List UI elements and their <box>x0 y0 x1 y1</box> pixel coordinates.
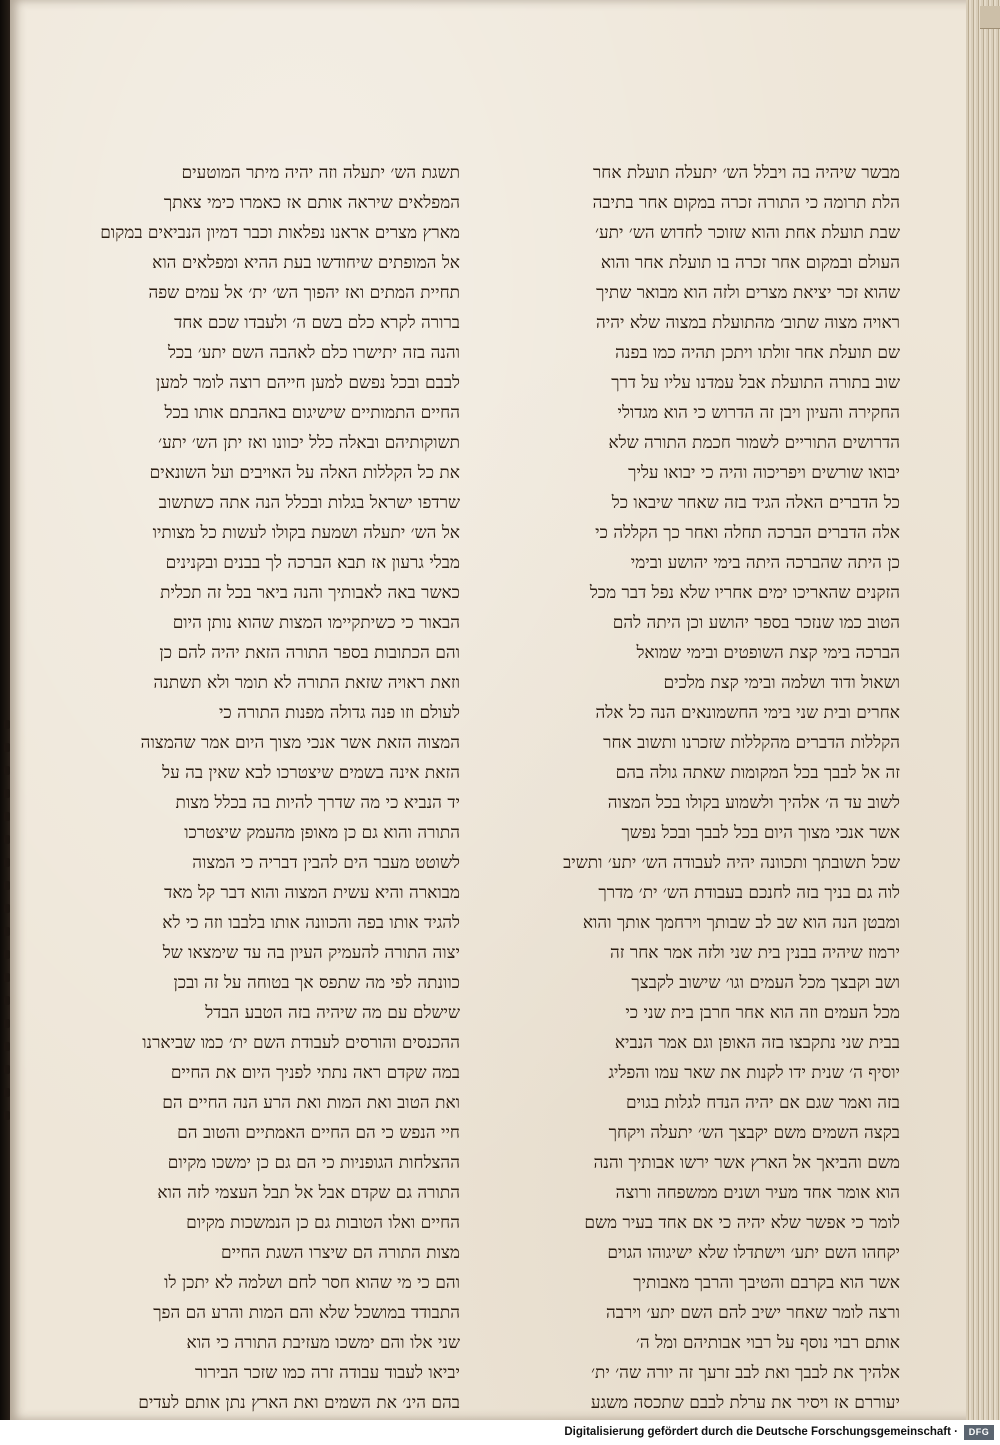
text-line: ואת הטוב ואת המות ואת הרע הנה החיים הם <box>162 1093 460 1113</box>
text-line: והם כי מי שהוא חסר לחם ושלמה לא יתכן לו <box>164 1273 460 1293</box>
text-line: תשגת הש׳ יתעלה וזה יהיה מיתר המוטעים <box>181 163 460 183</box>
text-line: ומבטן הנה הוא שב לב שבותך וירחמך אותך והוא <box>582 913 900 933</box>
manuscript-page <box>10 0 978 1420</box>
text-line: הטוב כמו שנזכר בספר יהושע וכן היתה להם <box>612 613 900 633</box>
text-line: העולם ובמקום אחר זכרה בו תועלת אחר והוא <box>600 253 900 273</box>
text-line: זה אל לבבך בכל המקומות שאתה גולה בהם <box>615 763 900 783</box>
text-line: הלת תרומה כי התורה זכרה במקום אחר בתיבה <box>592 193 900 213</box>
text-line: ירמוז שיהיה בבנין בית שני ולזה אמר אחר זה <box>609 943 900 963</box>
text-line: יצוה התורה להעמיק העיון בה עד שימצאו של <box>162 943 460 963</box>
gutter-marks <box>0 720 14 1420</box>
page-edges <box>966 0 1000 1420</box>
text-line: מבשר שיהיה בה ויבלל הש׳ יתעלה תועלת אחר <box>592 163 900 183</box>
text-line: לומר כי אפשר שלא יהיה כי אם אחד בעיר משם <box>584 1213 900 1233</box>
right-text-column <box>480 158 900 1413</box>
text-line: ההצלחות הגופניות כי הם גם כן ימשכו מקיום <box>167 1153 460 1173</box>
text-line: הברכה בימי קצת השופטים ובימי שמואל <box>636 643 900 663</box>
text-line: כוונתה לפי מה שתפס אך בטוחה על זה ובכן <box>173 973 460 993</box>
text-line: כל הדברים האלה הגיד בזה שאחר שיבאו כל <box>611 493 900 513</box>
text-line: יעוררם אז ויסיר את ערלת לבבם שתכסה משגע <box>590 1393 900 1413</box>
text-line: המפלאים שיראה אותם אז כאמרו כימי צאתך <box>163 193 460 213</box>
digitization-credit: Digitalisierung gefördert durch die Deutsche Forschungsgemeinschaft · <box>564 1426 958 1438</box>
text-line: אלה הדברים הברכה תחלה ואחר כך הקללה כי <box>595 523 900 543</box>
text-line: אותם רבוי נוסף על רבוי אבותיהם ומל ה׳ <box>635 1333 900 1353</box>
page-edge-tab <box>980 6 1000 29</box>
text-line: והם הכתובות בספר התורה הזאת יהיה להם כן <box>159 643 460 663</box>
text-line: חיי הנפש כי הם החיים האמתיים והטוב הם <box>177 1123 460 1143</box>
text-line: לבבם ובכל נפשם למען חייהם רוצה לומר למען <box>155 373 460 393</box>
text-line: בבית שני נתקבצו בזה האופן וגם אמר הנביא <box>614 1033 900 1053</box>
text-line: מארץ מצרים אראנו נפלאות וכבר דמיון הנביאים במקום <box>100 223 460 243</box>
text-line: החקירה והעיון ויבן זה הדרוש כי הוא מגדולי <box>617 403 900 423</box>
text-line: יבואו שורשים ויפריכוה והיה כי יבואו עליך <box>628 463 900 483</box>
text-line: מצות התורה הם שיצרו השגת החיים <box>221 1243 460 1263</box>
text-line: כן היתה שהברכה היתה בימי יהושע ובימי <box>630 553 900 573</box>
text-line: כאשר באה לאבותיך והנה ביאר בכל זה תכלית <box>160 583 460 603</box>
text-line: תחיית המתים ואז יהפוך הש׳ ית׳ אל עמים שפה <box>148 283 460 303</box>
dfg-logo: DFG <box>964 1425 994 1440</box>
text-line: מבוארה והיא עשית המצוה והוא דבר קל מאד <box>164 883 460 903</box>
text-line: הקללות הדברים מהקללות שזכרנו ותשוב אחר <box>603 733 900 753</box>
footer-bar <box>0 1420 1000 1445</box>
text-line: הזאת אינה בשמים שיצטרכו לבא שאין בה על <box>162 763 460 783</box>
text-line: אל המופתים שיחודשו בעת ההיא ומפלאים הוא <box>152 253 460 273</box>
text-line: מבלי גרעון אז תבא הברכה לך בבנים ובקנינים <box>165 553 460 573</box>
text-line: ראויה מצוה שתוב׳ מהתועלת במצוה שלא יהיה <box>595 313 900 333</box>
text-line: ושאול ודוד ושלמה ובימי קצת מלכים <box>663 673 900 693</box>
text-line: במה שקדם ראה נתתי לפניך היום את החיים <box>170 1063 460 1083</box>
text-line: והנה בזה יתישרו כלם לאהבה השם יתע׳ בכל <box>167 343 460 363</box>
text-line: אחרים ובית שני בימי החשמונאים הנה כל אלה <box>595 703 900 723</box>
text-line: תשוקותיהם ובאלה כלל יכוונו ואז יתן הש׳ יתע׳ <box>158 433 460 453</box>
text-line: אשר אנכי מצוך היום בכל לבבך ובכל נפשך <box>621 823 900 843</box>
text-line: הזקנים שהאריכו ימים אחריו שלא נפל דבר מכל <box>589 583 900 603</box>
text-line: התורה והוא גם כן מאופן מהעמק שיצטרכו <box>184 823 460 843</box>
text-line: החיים התמותיים שישיגום באהבתם אותו בכל <box>164 403 460 423</box>
text-line: ברורה לקרא כלם בשם ה׳ ולעבדו שכם אחד <box>174 313 460 333</box>
text-line: התבודד במושכל שלא והם המות והרע הם הפך <box>153 1303 460 1323</box>
text-line: ההכנסים והורסים לעבודת השם ית׳ כמו שביארנו <box>142 1033 460 1053</box>
text-line: שרדפו ישראל בגלות ובכלל הנה אתה כשתשוב <box>158 493 460 513</box>
text-line: אלהיך את לבבך ואת לבב זרעך זה יורה שה׳ ית׳ <box>591 1363 900 1383</box>
text-line: התורה גם שקדם אבל אל תבל העצמי לזה הוא <box>157 1183 460 1203</box>
text-line: משם והביאך אל הארץ אשר ירשו אבותיך והנה <box>593 1153 900 1173</box>
text-line: הוא אומר אחד מעיר ושנים ממשפחה ורוצה <box>615 1183 900 1203</box>
text-line: שני אלו והם ימשכו מעזיבת התורה כי הוא <box>186 1333 460 1353</box>
text-line: ורצה לומר שאחר ישיב להם השם יתע׳ וירבה <box>606 1303 900 1323</box>
text-line: אל הש׳ יתעלה ושמעת בקולו לעשות כל מצותיו <box>152 523 460 543</box>
text-line: שהוא זכר יציאת מצרים ולזה הוא מבואר שתיך <box>596 283 900 303</box>
text-line: המצוה הזאת אשר אנכי מצוך היום אמר שהמצוה <box>140 733 460 753</box>
text-line: להגיד אותו בפה והכוונה אותו בלבבו וזה כי לא <box>162 913 460 933</box>
text-line: יקחהו השם יתע׳ וישתדלו שלא ישיגוהו הגוים <box>607 1243 900 1263</box>
text-line: יוסיף ה׳ שנית ידו לקנות את שאר עמו והפליג <box>608 1063 900 1083</box>
text-line: לעולם וזו פנה גדולה מפנות התורה כי <box>218 703 460 723</box>
text-line: שישלם עם מה שיהיה בזה הטבע הבדל <box>205 1003 460 1023</box>
text-line: הבאור כי כשיתקיימו המצות שהוא נותן היום <box>172 613 460 633</box>
text-line: בהם הינ׳ את השמים ואת הארץ נתן אותם לעדים <box>138 1393 460 1413</box>
text-line: מכל העמים וזה הוא אחר חרבן בית שני כי <box>625 1003 900 1023</box>
text-line: לשוטט מעבר הים להבין דבריה כי המצוה <box>192 853 460 873</box>
text-line: הדרושים התוריים לשמור חכמת התורה שלא <box>608 433 900 453</box>
text-line: את כל הקללות האלה על האויבים ועל השונאים <box>149 463 460 483</box>
text-line: בקצה השמים משם יקבצך הש׳ יתעלה ויקחך <box>608 1123 900 1143</box>
text-line: ושב וקבצך מכל העמים וגו׳ שישוב לקבצך <box>631 973 900 993</box>
text-line: שבת תועלת אחת והוא שזוכר לחדוש הש׳ יתע׳ <box>595 223 900 243</box>
text-line: יד הנביא כי מה שדרך להיות בה בכלל מצות <box>175 793 460 813</box>
text-line: שוב בתורה התועלת אבל עמדנו עליו על דרך <box>611 373 900 393</box>
text-line: אשר הוא בקרבם והטיבך והרבך מאבותיך <box>633 1273 900 1293</box>
text-line: לשוב עד ה׳ אלהיך ולשמוע בקולו בכל המצוה <box>607 793 900 813</box>
text-line: בזה ואמר שגם אם יהיה הנדח לגלות בגוים <box>625 1093 900 1113</box>
text-line: שם תועלת אחר זולתו ויתכן תהיה כמו בפנה <box>615 343 900 363</box>
text-line: לוה גם בניך בזה לחנכם בעבודת הש׳ ית׳ מדרך <box>598 883 900 903</box>
left-text-column <box>100 158 460 1413</box>
text-line: שכל תשובתך ותכוונה יהיה לעבודה הש׳ יתע׳ ותשיב <box>563 853 900 873</box>
text-line: החיים ואלו הטובות גם כן הנמשכות מקיום <box>186 1213 460 1233</box>
text-line: וזאת ראויה שזאת התורה לא תומר ולא תשתנה <box>153 673 460 693</box>
text-line: יביאו לעבוד עבודה זרה כמו שזכר הבירור <box>194 1363 460 1383</box>
